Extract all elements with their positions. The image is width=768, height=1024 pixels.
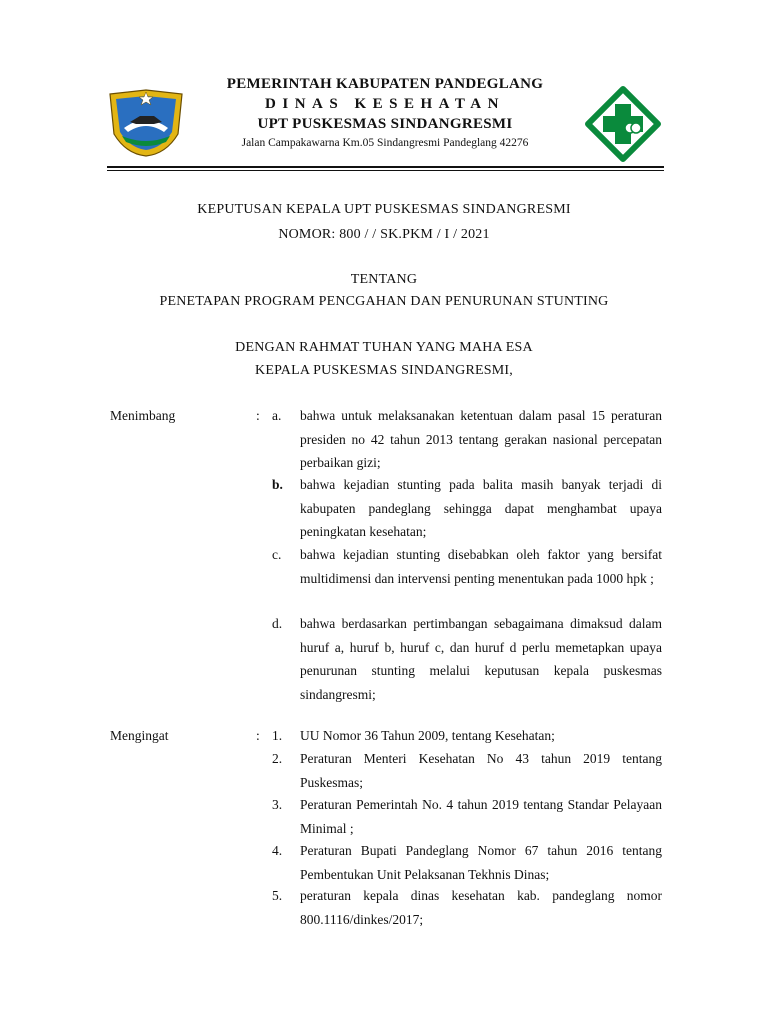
letterhead-health-center: UPT PUSKESMAS SINDANGRESMI: [257, 116, 513, 132]
menimbang-colon: :: [256, 408, 260, 423]
mengingat-mark-5: 5.: [272, 888, 283, 903]
mengingat-mark-1: 1.: [272, 728, 283, 743]
menimbang-label: Menimbang: [110, 408, 176, 423]
decree-subject: PENETAPAN PROGRAM PENCGAHAN DAN PENURUNAN STUNTING: [159, 294, 609, 309]
mengingat-mark-2: 2.: [272, 751, 283, 766]
letterhead-rule-thin: [107, 170, 664, 171]
mengingat-item-5: peraturan kepala dinas kesehatan kab. pandeglang nomor 800.1116/dinkes/2017;: [300, 888, 662, 927]
decree-about-label: TENTANG: [350, 272, 418, 287]
decree-number: NOMOR: 800 / / SK.PKM / I / 2021: [278, 227, 490, 242]
puskesmas-logo: [585, 86, 661, 162]
mengingat-colon: :: [256, 728, 260, 743]
menimbang-item-b: bahwa kejadian stunting pada balita masih banyak terjadi di kabupaten pandeglang sehingga dapat menghambat upaya peningkatan kesehatan;: [300, 477, 662, 539]
mengingat-item-1: UU Nomor 36 Tahun 2009, tentang Kesehatan;: [300, 728, 555, 743]
decree-invocation: DENGAN RAHMAT TUHAN YANG MAHA ESA: [235, 340, 533, 355]
mengingat-item-4: Peraturan Bupati Pandeglang Nomor 67 tahun 2016 tentang Pembentukan Unit Pelaksanan Tekhnis Dinas;: [300, 843, 662, 882]
letterhead: [190, 74, 580, 152]
letterhead-rule-thick: [107, 166, 664, 168]
mengingat-mark-3: 3.: [272, 797, 283, 812]
pandeglang-regency-emblem: [106, 88, 186, 158]
menimbang-mark-a: a.: [272, 408, 282, 423]
mengingat-mark-4: 4.: [272, 843, 283, 858]
letterhead-department: DINAS KESEHATAN: [265, 96, 505, 112]
menimbang-mark-d: d.: [272, 616, 283, 631]
mengingat-item-3: Peraturan Pemerintah No. 4 tahun 2019 tentang Standar Pelayaan Minimal ;: [300, 797, 662, 836]
menimbang-mark-b: b.: [272, 477, 283, 492]
menimbang-item-c: bahwa kejadian stunting disebabkan oleh faktor yang bersifat multidimensi dan intervensi penting menentukan pada 1000 hpk ;: [300, 547, 662, 586]
letterhead-government: PEMERINTAH KABUPATEN PANDEGLANG: [226, 76, 544, 92]
menimbang-item-a: bahwa untuk melaksanakan ketentuan dalam pasal 15 peraturan presiden no 42 tahun 2013 tentang gerakan nasional percepatan perbaikan gizi;: [300, 408, 662, 470]
mengingat-item-2: Peraturan Menteri Kesehatan No 43 tahun 2019 tentang Puskesmas;: [300, 751, 662, 790]
decree-title: KEPUTUSAN KEPALA UPT PUSKESMAS SINDANGRESMI: [197, 202, 571, 217]
decree-issuer: KEPALA PUSKESMAS SINDANGRESMI,: [255, 363, 513, 378]
mengingat-label: Mengingat: [110, 728, 169, 743]
letterhead-address: Jalan Campakawarna Km.05 Sindangresmi Pandeglang 42276: [241, 137, 529, 149]
menimbang-item-d: bahwa berdasarkan pertimbangan sebagaimana dimaksud dalam huruf a, huruf b, huruf c, dan huruf d perlu memetapkan upaya penurunan stunting melalui keputusan kepala puskesmas sindangresmi;: [300, 616, 662, 702]
menimbang-mark-c: c.: [272, 547, 282, 562]
